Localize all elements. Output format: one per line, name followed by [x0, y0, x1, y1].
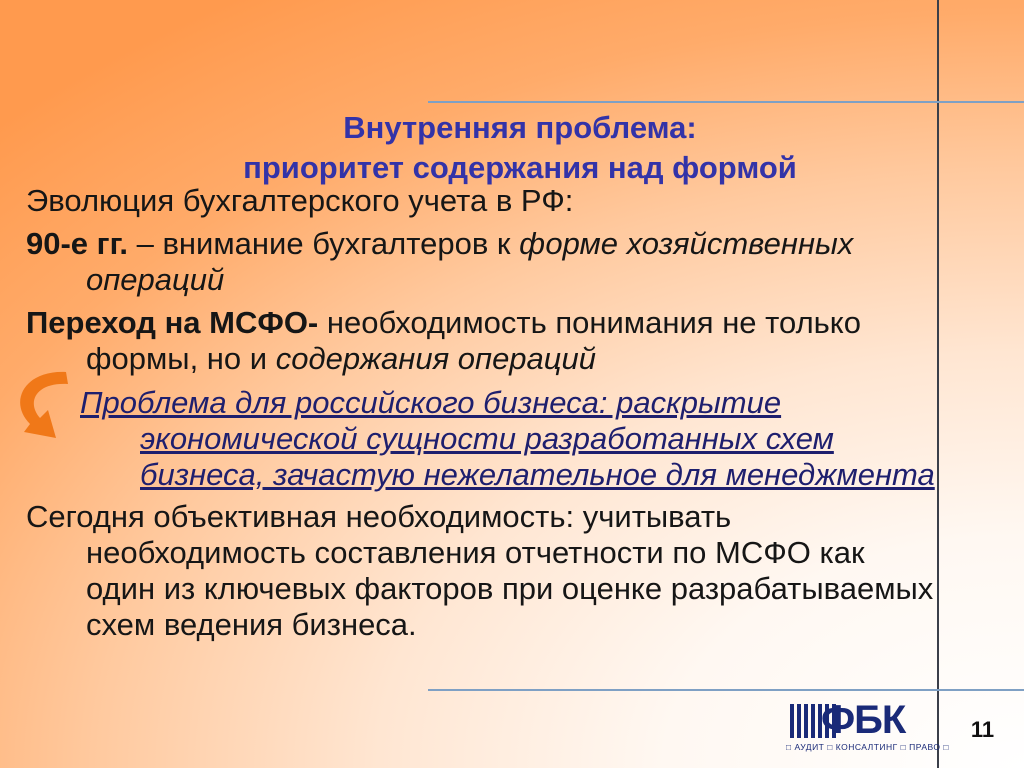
- fbk-logo: [780, 698, 949, 758]
- nineties-paragraph: [26, 226, 936, 298]
- today-text: Сегодня объективная необходимость: учитывать необходимость составления отчетности по МСФО как один из ключевых факторов при оценке разрабатываемых схем ведения бизнеса.: [26, 499, 934, 642]
- page-number-box: [941, 692, 1024, 768]
- ifrs-label: Переход на МСФО-: [26, 305, 319, 340]
- title-line-2: приоритет содержания над формой: [243, 150, 797, 185]
- slide-title: [210, 108, 830, 188]
- nineties-text: – внимание бухгалтеров к: [128, 226, 520, 261]
- ifrs-text: необходимость понимания не только формы, но и: [86, 305, 861, 376]
- vertical-divider: [937, 0, 939, 768]
- ifrs-italic: содержания операций: [275, 341, 596, 376]
- nineties-label: 90-е гг.: [26, 226, 128, 261]
- today-paragraph: [26, 499, 936, 643]
- problem-block: [26, 385, 936, 493]
- ifrs-paragraph: [26, 305, 936, 377]
- logo-mark: ФБК: [821, 698, 906, 742]
- logo-tagline: □ АУДИТ □ КОНСАЛТИНГ □ ПРАВО □: [786, 742, 949, 752]
- slide-body: [26, 183, 936, 650]
- title-line-1: Внутренняя проблема:: [343, 110, 697, 145]
- page-number: 11: [970, 717, 995, 742]
- nineties-italic: форме хозяйственных операций: [86, 226, 854, 297]
- top-divider: [428, 101, 1024, 103]
- intro-paragraph: [26, 183, 936, 219]
- problem-paragraph: Проблема для российского бизнеса: раскрытие экономической сущности разработанных схем бизнеса, зачастую нежелательное для менеджмента: [80, 385, 935, 492]
- intro-text: Эволюция бухгалтерского учета в РФ:: [26, 183, 574, 218]
- bottom-divider: [428, 689, 1024, 691]
